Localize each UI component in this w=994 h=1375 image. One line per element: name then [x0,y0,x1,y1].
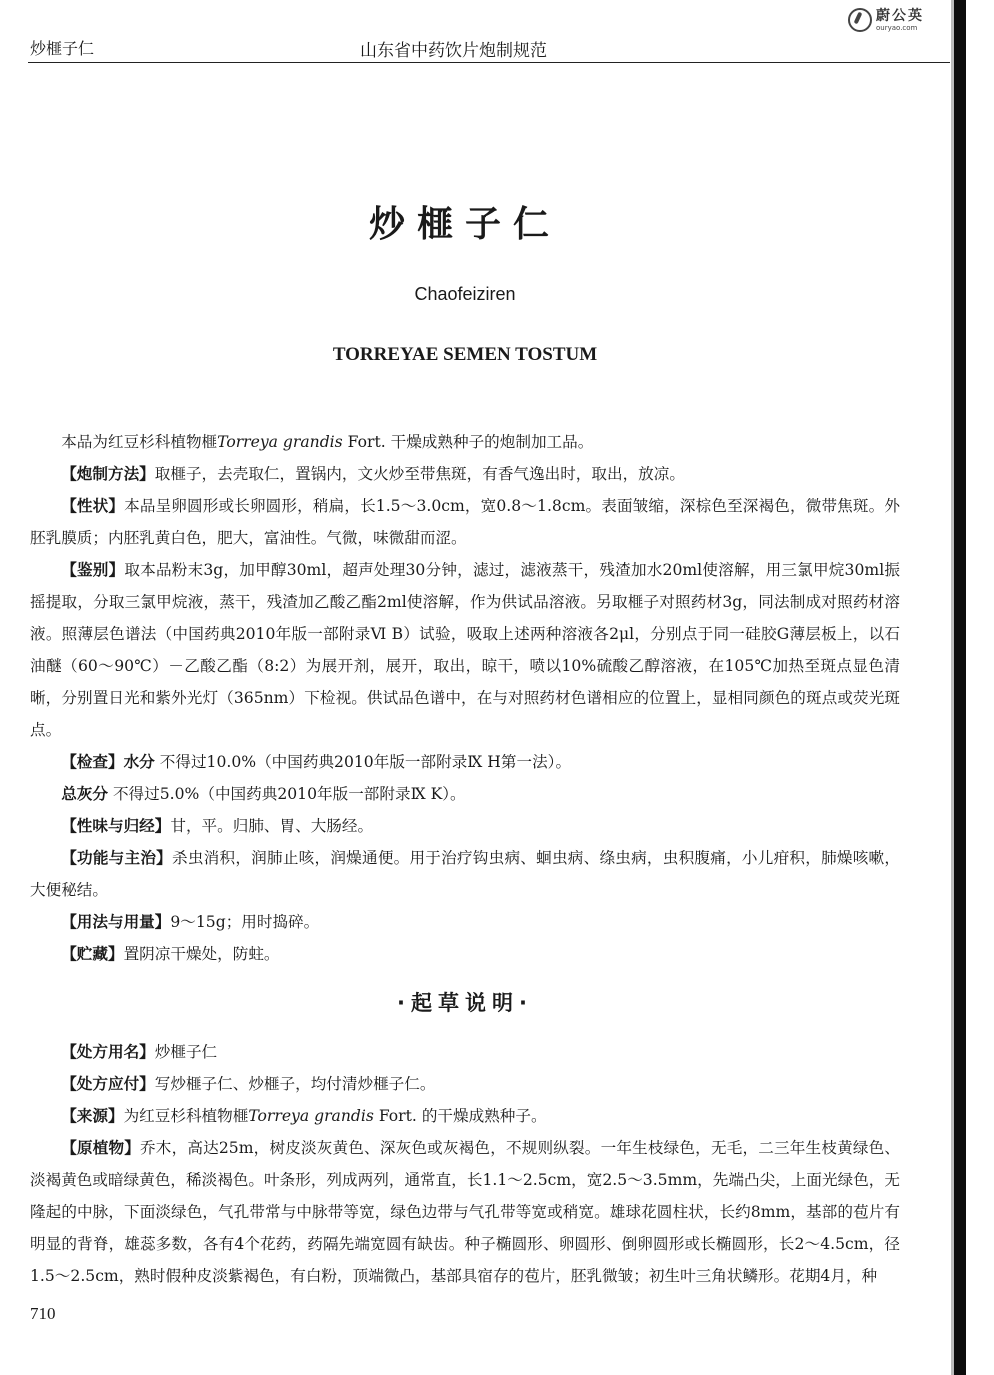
inspection-ash: 总灰分 不得过5.0%（中国药典2010年版一部附录Ⅸ K）。 [61,785,466,803]
latin-name: TORREYAE SEMEN TOSTUM [332,344,598,365]
leaf-icon [848,8,872,32]
monograph-body [30,426,900,1292]
function-paragraph: 【功能与主治】杀虫消积，润肺止咳，润燥通便。用于治疗钩虫病、蛔虫病、绦虫病，虫积腹痛，小儿疳积，肺燥咳嗽，大便秘结。 [30,849,900,899]
logo-text: 蔚公英 [876,7,924,24]
prescription-dispense-paragraph: 【处方应付】写炒榧子仁、炒榧子，均付清炒榧子仁。 [61,1075,436,1093]
storage-paragraph: 【贮藏】置阴凉干燥处，防蛀。 [61,945,280,963]
processing-paragraph: 【炮制方法】取榧子，去壳取仁，置锅内，文火炒至带焦斑，有香气逸出时，取出，放凉。 [61,465,685,483]
page-title: 炒榧子仁 [368,204,561,245]
drafting-notes-title: ·起草说明· [397,991,533,1015]
usage-paragraph: 【用法与用量】9～15g；用时捣碎。 [61,913,320,931]
source-paragraph: 【来源】为红豆杉科植物榧Torreya grandis Fort. 的干燥成熟种子。 [61,1107,547,1125]
prescription-name-paragraph: 【处方用名】炒榧子仁 [61,1043,218,1061]
page-number: 710 [30,1304,56,1323]
plant-paragraph: 【原植物】乔木，高达25m，树皮淡灰黄色、深灰色或灰褐色，不规则纵裂。一年生枝绿色，无毛，二三年生枝黄绿色、淡褐黄色或暗绿黄色，稀淡褐色。叶条形，列成两列，通常直，长1.1～2.5cm，宽2.5～3.5mm，先端凸尖，上面光绿色，无隆起的中脉，下面淡绿色，气孔带常与中脉带等宽，绿色边带与气孔带等宽或稍宽。雄球花圆柱状，长约8mm，基部的苞片有明显的背脊，雄蕊多数，各有4个花药，药隔先端宽圆有缺齿。种子椭圆形、卵圆形、倒卵圆形或长椭圆形，长2～4.5cm，径1.5～2.5cm，熟时假种皮淡紫褐色，有白粉，顶端微凸，基部具宿存的苞片，胚乳微皱；初生叶三角状鳞形。花期4月，种 [30,1139,900,1285]
page-edge [954,0,966,1375]
running-header-left: 炒榧子仁 [30,39,95,58]
pinyin-name: Chaofeiziren [414,284,516,304]
running-header-center: 山东省中药饮片炮制规范 [360,41,547,61]
inspection-moisture: 【检查】水分 不得过10.0%（中国药典2010年版一部附录Ⅸ H第一法）。 [61,753,572,771]
identification-paragraph: 【鉴别】取本品粉末3g，加甲醇30ml，超声处理30分钟，滤过，滤液蒸干，残渣加水20ml使溶解，用三氯甲烷30ml振摇提取，分取三氯甲烷液，蒸干，残渣加乙酸乙酯2ml使溶解，作为供试品溶液。另取榧子对照药材3g，同法制成对照药材溶液。照薄层色谱法（中国药典2010年版一部附录Ⅵ B）试验，吸取上述两种溶液各2μl，分别点于同一硅胶G薄层板上，以石油醚（60～90℃）－乙酸乙酯（8:2）为展开剂，展开，取出，晾干，喷以10%硫酸乙醇溶液，在105℃加热至斑点显色清晰，分别置日光和紫外光灯（365nm）下检视。供试品色谱中，在与对照药材色谱相应的位置上，显相同颜色的斑点或荧光斑点。 [30,561,900,739]
intro-paragraph: 本品为红豆杉科植物榧Torreya grandis Fort. 干燥成熟种子的炮制加工品。 [61,433,594,451]
logo-url: ouryao.com [876,23,918,32]
header-rule [28,62,950,63]
nature-paragraph: 【性味与归经】甘，平。归肺、胃、大肠经。 [61,817,374,835]
watermark-logo [848,8,924,32]
character-paragraph: 【性状】本品呈卵圆形或长卵圆形，稍扁，长1.5～3.0cm，宽0.8～1.8cm。表面皱缩，深棕色至深褐色，微带焦斑。外胚乳膜质；内胚乳黄白色，肥大，富油性。气微，味微甜而涩。 [30,497,900,547]
